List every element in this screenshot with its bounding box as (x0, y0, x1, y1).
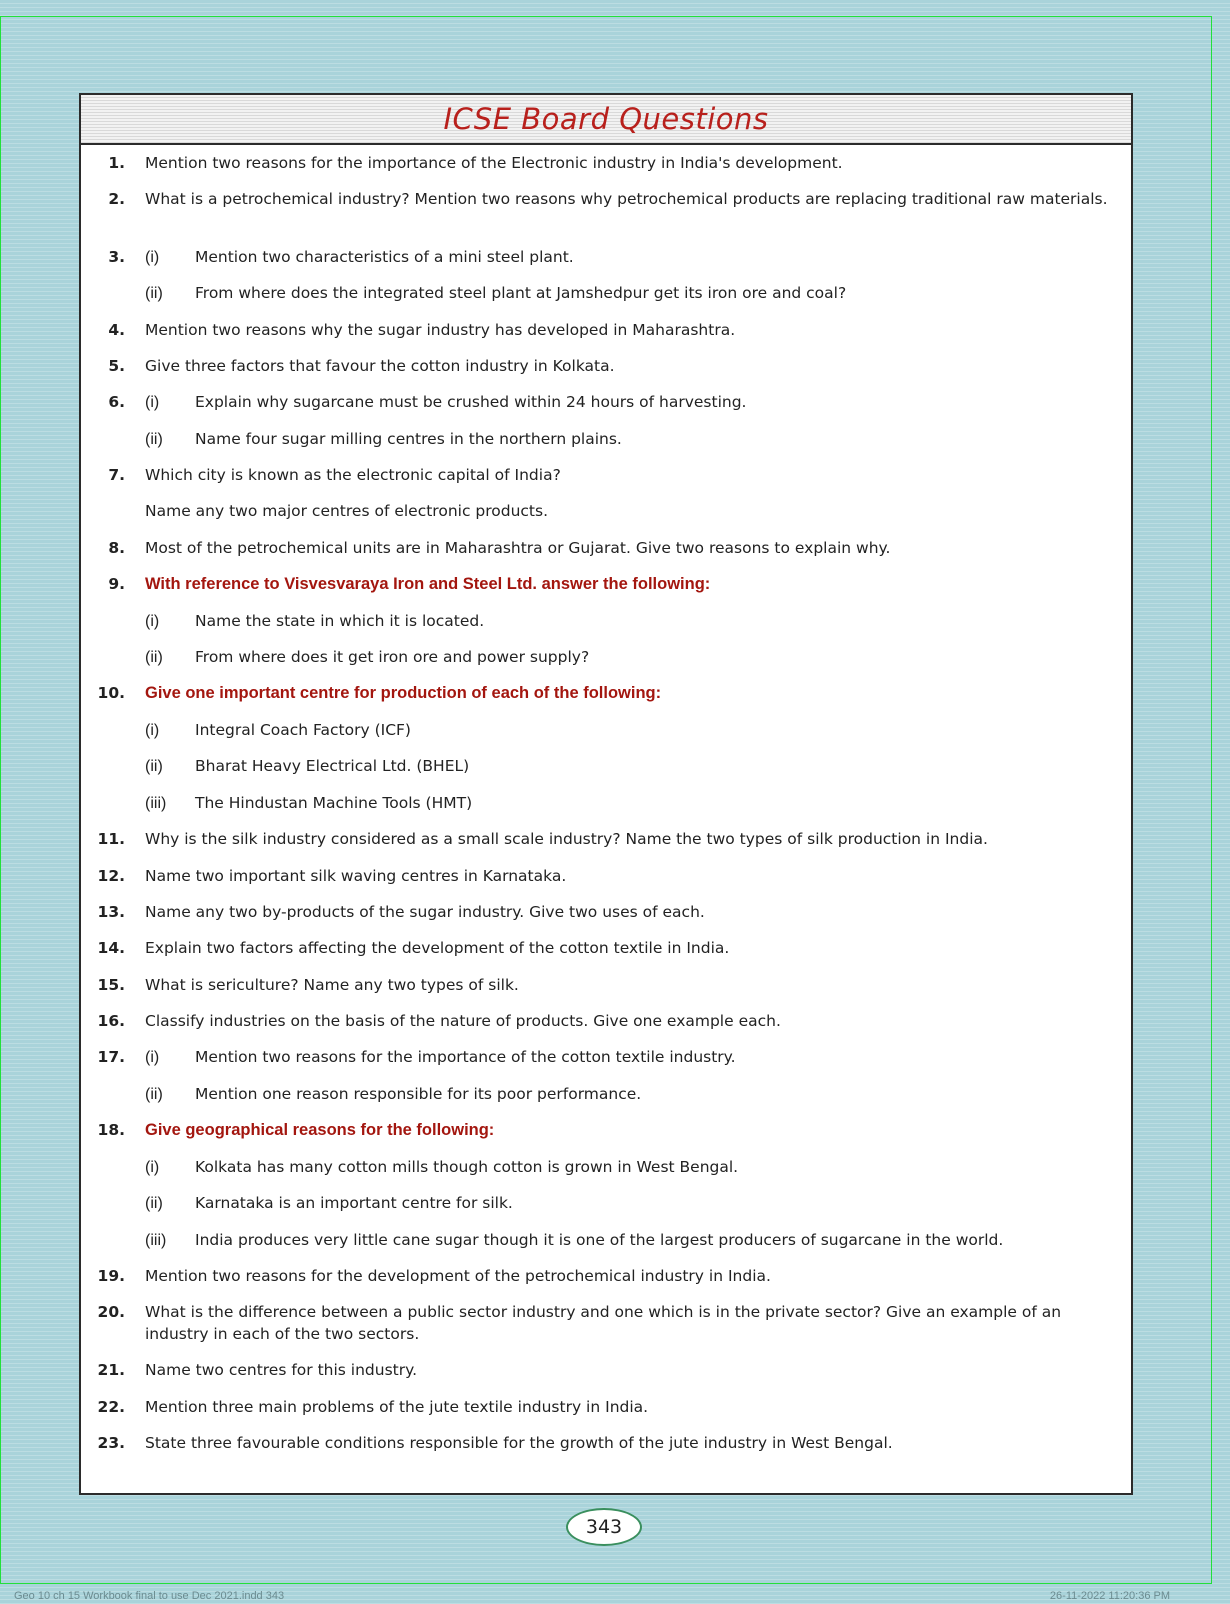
question-number: 4. (108, 321, 125, 339)
question-number: 17. (97, 1048, 125, 1066)
sub-label: (ii) (145, 1086, 163, 1103)
footer-right: 26-11-2022 11:20:36 PM (1049, 1590, 1170, 1602)
question-text: Mention one reason responsible for its poor performance. (195, 1085, 642, 1103)
question-number: 1. (108, 154, 125, 172)
question-number: 15. (97, 976, 125, 994)
question-text: Explain two factors affecting the development of the cotton textile in India. (145, 939, 730, 957)
question-number: 10. (97, 684, 125, 702)
question-number: 12. (97, 867, 125, 885)
question-heading: Give geographical reasons for the following: (145, 1121, 495, 1139)
sub-label: (ii) (145, 431, 163, 448)
questions-box (79, 93, 1133, 1495)
question-number: 14. (97, 939, 125, 957)
question-text: What is a petrochemical industry? Mention two reasons why petrochemical products are replacing traditional raw materials. (145, 190, 1108, 208)
question-text: State three favourable conditions responsible for the growth of the jute industry in West Bengal. (145, 1434, 893, 1452)
question-text: Karnataka is an important centre for silk. (195, 1194, 513, 1212)
sub-label: (i) (145, 249, 160, 266)
sub-label: (iii) (145, 795, 167, 812)
sub-label: (ii) (145, 285, 163, 302)
sub-label: (ii) (145, 649, 163, 666)
question-number: 13. (97, 903, 125, 921)
question-number: 7. (108, 466, 125, 484)
question-text: Kolkata has many cotton mills though cotton is grown in West Bengal. (195, 1158, 739, 1176)
question-number: 11. (97, 830, 125, 848)
question-text: From where does the integrated steel plant at Jamshedpur get its iron ore and coal? (195, 284, 847, 302)
question-text: The Hindustan Machine Tools (HMT) (195, 794, 473, 812)
question-number: 18. (97, 1121, 125, 1139)
question-text: Which city is known as the electronic capital of India? (145, 466, 561, 484)
question-text: Name two centres for this industry. (145, 1361, 418, 1379)
sub-label: (i) (145, 1159, 160, 1176)
question-number: 6. (108, 393, 125, 411)
box-header (81, 95, 1131, 145)
question-number: 21. (97, 1361, 125, 1379)
question-number: 9. (108, 575, 125, 593)
question-text: What is sericulture? Name any two types of silk. (145, 976, 519, 994)
footer-left: Geo 10 ch 15 Workbook final to use Dec 2021.indd 343 (14, 1590, 285, 1602)
question-number: 20. (97, 1303, 125, 1321)
question-text: Bharat Heavy Electrical Ltd. (BHEL) (195, 757, 470, 775)
question-number: 23. (97, 1434, 125, 1452)
question-heading: Give one important centre for production of each of the following: (145, 684, 662, 702)
question-text: What is the difference between a public sector industry and one which is in the private sector? Give an example of an industry in each of the two sectors. (145, 1303, 1062, 1343)
question-text: Mention two characteristics of a mini steel plant. (195, 248, 574, 266)
question-number: 5. (108, 357, 125, 375)
question-text: Name any two by-products of the sugar industry. Give two uses of each. (145, 903, 705, 921)
question-text: Name two important silk waving centres in Karnataka. (145, 867, 567, 885)
sub-label: (ii) (145, 758, 163, 775)
question-text: Integral Coach Factory (ICF) (195, 721, 411, 739)
question-text: India produces very little cane sugar though it is one of the largest producers of sugarcane in the world. (195, 1231, 1004, 1249)
question-number: 8. (108, 539, 125, 557)
question-text: From where does it get iron ore and power supply? (195, 648, 590, 666)
question-text: Why is the silk industry considered as a small scale industry? Name the two types of silk production in India. (145, 830, 988, 848)
page-number: 343 (566, 1508, 642, 1546)
question-text: Classify industries on the basis of the nature of products. Give one example each. (145, 1012, 781, 1030)
question-text: Mention two reasons for the development of the petrochemical industry in India. (145, 1267, 771, 1285)
sub-label: (i) (145, 1049, 160, 1066)
question-heading: With reference to Visvesvaraya Iron and Steel Ltd. answer the following: (145, 575, 711, 593)
question-number: 2. (108, 190, 125, 208)
question-text: Explain why sugarcane must be crushed within 24 hours of harvesting. (195, 393, 747, 411)
question-text: Name the state in which it is located. (195, 612, 485, 630)
question-text: Mention two reasons why the sugar industry has developed in Maharashtra. (145, 321, 736, 339)
sub-label: (i) (145, 613, 160, 630)
question-text: Give three factors that favour the cotton industry in Kolkata. (145, 357, 615, 375)
question-text: Mention two reasons for the importance of the Electronic industry in India's development. (145, 154, 843, 172)
question-text: Mention three main problems of the jute textile industry in India. (145, 1398, 649, 1416)
question-text: Most of the petrochemical units are in Maharashtra or Gujarat. Give two reasons to explain why. (145, 539, 891, 557)
page-title: ICSE Board Questions (443, 102, 769, 136)
question-text: Name four sugar milling centres in the northern plains. (195, 430, 622, 448)
sub-label: (iii) (145, 1232, 167, 1249)
question-number: 16. (97, 1012, 125, 1030)
sub-label: (ii) (145, 1195, 163, 1212)
sub-label: (i) (145, 394, 160, 411)
question-number: 22. (97, 1398, 125, 1416)
question-text: Mention two reasons for the importance of the cotton textile industry. (195, 1048, 736, 1066)
question-number: 19. (97, 1267, 125, 1285)
question-number: 3. (108, 248, 125, 266)
question-text: Name any two major centres of electronic products. (145, 502, 549, 520)
sub-label: (i) (145, 722, 160, 739)
